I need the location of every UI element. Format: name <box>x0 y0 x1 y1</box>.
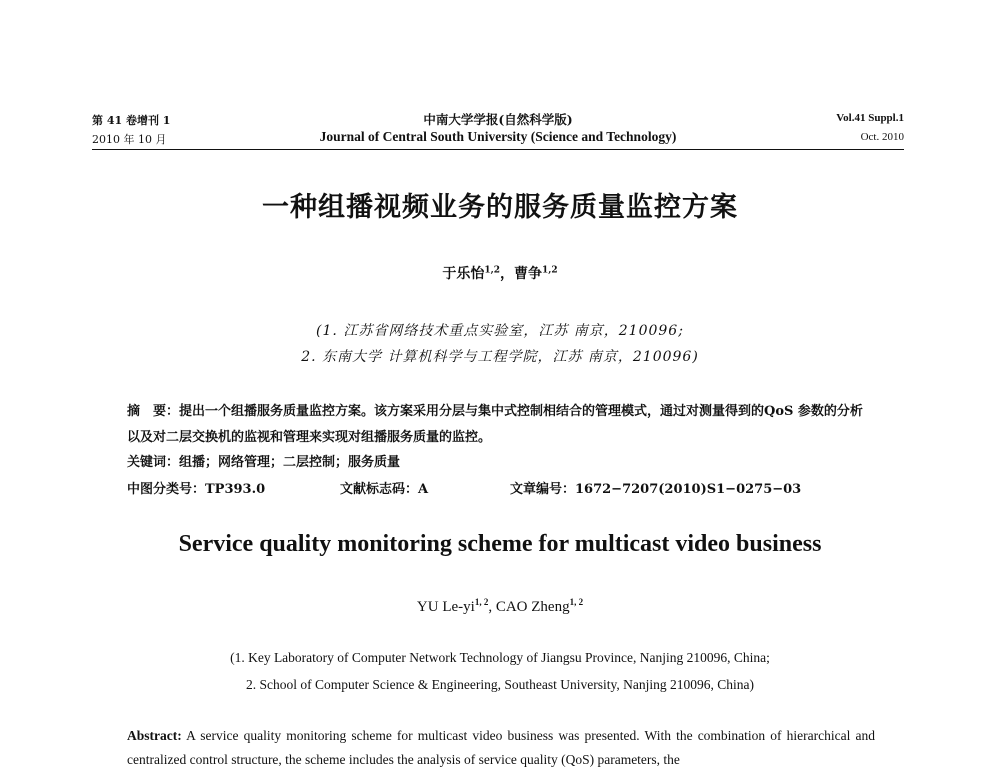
affiliation-en: 2. School of Computer Science & Engineering, Southeast University, Nanjing 210096, China) <box>246 677 754 692</box>
authors-zh <box>0 263 1000 283</box>
author-affiliation-mark: 1, 2 <box>474 597 489 607</box>
issue-date-zh: 2010 年 10 月 <box>92 133 167 146</box>
affiliation-en: (1. Key Laboratory of Computer Network Technology of Jiangsu Province, Nanjing 210096, China; <box>230 650 770 665</box>
abstract-label-zh: 摘 要： <box>127 404 180 419</box>
author-name: YU Le-yi <box>416 599 475 615</box>
paper-title-en: Service quality monitoring scheme for multicast video business <box>178 531 822 557</box>
author-separator: ， <box>500 266 514 282</box>
authors-en <box>0 597 1000 616</box>
paper-title-zh: 一种组播视频业务的服务质量监控方案 <box>262 192 738 223</box>
article-number: 文章编号：1672−7207(2010)S1−0275−03 <box>510 482 802 497</box>
author-affiliation-mark: 1,2 <box>542 265 558 276</box>
journal-name-zh: 中南大学学报(自然科学版) <box>423 112 573 127</box>
volume-issue: 第 41 卷增刊 1 <box>92 114 171 127</box>
keywords-label-zh: 关键词： <box>127 455 180 470</box>
clc-number: 中图分类号：TP393.0 <box>127 482 266 497</box>
affiliation-zh: (1. 江苏省网络技术重点实验室，江苏 南京，210096; <box>316 323 684 339</box>
abstract-text-zh: 提出一个组播服务质量监控方案。该方案采用分层与集中式控制相结合的管理模式，通过对测量得到的QoS 参数的分析以及对二层交换机的监视和管理来实现对组播服务质量的监控。 <box>127 404 863 445</box>
author-name: 曹争 <box>514 266 542 282</box>
author-name: 于乐怡 <box>442 266 485 282</box>
issue-date-en: Oct. 2010 <box>860 131 904 143</box>
journal-header <box>92 110 904 150</box>
affiliation-zh: 2. 东南大学 计算机科学与工程学院，江苏 南京，210096) <box>301 349 699 365</box>
journal-name-en: Journal of Central South University (Science and Technology) <box>319 129 677 144</box>
header-rule <box>92 149 904 150</box>
author-affiliation-mark: 1,2 <box>484 265 500 276</box>
abstract-zh <box>127 399 875 451</box>
keywords-text-zh: 组播；网络管理；二层控制；服务质量 <box>179 455 401 470</box>
author-affiliation-mark: 1, 2 <box>569 597 584 607</box>
abstract-text-en: A service quality monitoring scheme for multicast video business was presented. With the combination of hierarchical and centralized control structure, the scheme includes the analysis of service quality (QoS) parameters, the <box>127 728 875 767</box>
abstract-label-en: Abstract: <box>127 728 182 743</box>
keywords-zh <box>127 451 875 470</box>
author-name: CAO Zheng <box>495 599 570 615</box>
abstract-en <box>127 724 875 772</box>
document-code: 文献标志码：A <box>340 482 429 497</box>
volume-en: Vol.41 Suppl.1 <box>836 112 904 124</box>
author-separator: , <box>488 599 496 615</box>
